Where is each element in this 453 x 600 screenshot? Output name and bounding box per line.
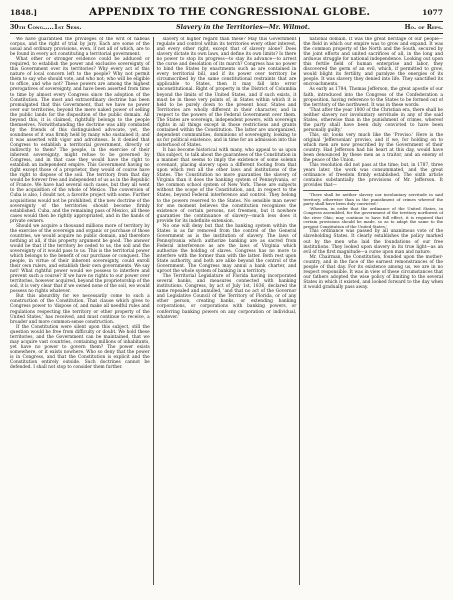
quotation: 'That after the year 1800 of the Christian era, there shall be neither slavery nor involuntary servitude in any of the said States, otherwise than in the punishment of crimes, whereof the party shall have been duly convicted to have been personally guilty.'	[303, 107, 443, 133]
footnote-rule	[303, 190, 359, 191]
paragraph: slavery of higher regard than these? May this Government regulate and control within its territories every other interest, and every other right, except that of slavery alone? Does slavery dictate its own laws, and define its own limits? Is there no power to stop its progress—to stay its advance—to arrest the curse and desolation of its march? Congress has no power to bind the States by enactments such as are contained in every territorial bill, and if its power over territory be circumscribed by the same constitutional restraints that are applicable to States, then it may fall into error unconstitutional. Right of property in the District of Columbia beyond the limits of the United States, and if such exists, it must be in these very points of, in States within which it is held to be purely down to the present hour. States and Territories are wholly different in their character, and in respect to the powers of the Federal Government over them. The States are sovereign, independent powers, with sovereign rights in all things except in those restrictions and grants contained within the Constitution. The latter are unorganized, dependent communities, dominions of sovereignty, looking to us for political existence, and in time for an admission into this sisterhood of States.	[156, 37, 297, 148]
paragraph: But this absurdity for we necessarily come to such a construction of the Constitution. That clause which gives to Congress power to 'dispose of, and make all needful rules and regulations respecting the territory or other property of the United States,' has received, and must continue to receive, a broader and more common-sense construction.	[10, 294, 150, 325]
text-columns	[10, 37, 443, 585]
house-label: Ho. of Reps.	[404, 24, 443, 31]
paragraph: Should we acquire a thousand millions more of territory by the exercise of the sovereign and organic or purchase of those countries, we would acquire no public domain, and therefore nothing at all, if this property argument be good. The answer would be that if the territory be ceded to us, the soil and the sovereignty of it would pass to us. This is the territorial power which belongs to the benefit of our purchase or conquest. The people, in virtue of their inherent sovereignty, could enroll their own rulers, and establish their own governments. We say not! What rightful power would we possess to interfere and prevent such a course? If we have no rights to our power over territories, however acquired, beyond the proprietorship of the soil, it is very clear that if we owned none of the soil, we would possess no rights whatever.	[10, 223, 150, 295]
paragraph: national domain. It was the great heritage of our people—the field in which our empire was to grow and expand. It was the common property of the North and the South, secured by the joint efforts and united sacrifices of all, in the long and arduous struggle for national independence. Looking out upon this fertile field of human enterprise and labor, they discovered the germ of an evil, which, if permitted to grow, would blight its fertility, and paralyze the energies of its people. It was slavery they denied into life. They sanctified its encroachments.	[303, 37, 443, 88]
speech-topic: Slavery in the Territories—Mr. Wilmot.	[176, 24, 310, 31]
paragraph: What other or stronger evidence could be adduced or required, to establish the power and exclusive sovereignty of this Government over its territories? Why every act of this nature of local concern left to the people? Why not permit them to say who should vote, and who not; who will be eligible to office, and who not? These powers are among the highest prerogatives of sovereignty, and have been asserted from time to time by almost every Congress since the adoption of the Constitution. The most and extraordinary doctrine has been promulgated that this Government, that we have no power over our territories, beyond the mere naked power of selling the public lands for the disposition of the public domain. All beyond this, it is claimed, rightfully belongs to the people themselves. Notwithstanding the doctrine was ably combated by the friends of this distinguished advocate, yet, the soundness of it was firmly held by many who sustained it; and it was asserted with vigor and adroitness. Is it denied that Congress to establish a territorial government, directly or indirectly to them? The people, in the exercise of their inherent sovereignty, might refuse to be governed by Congress, and in that case they would have the right to establish an independent empire. This Government having no right except those of a proprietor, they would of course have the right to dispose of the soil. The territory from that day would be forever free and independent of us as in the Republic of France. We have had several such cases, but they all went to the acquisition of the whole of Mexico. The conversion of Cuba is also, I doubt not, a favorite project with some. Further acquisitions would not be prohibited, if the new doctrine of the sovereignty of the territories should become firmly established. Cuba, and the remaining pass of Mexico, all these cases would then be rightly appropriated, and in the hands of private owners.	[10, 57, 150, 224]
paragraph: Mr. Chairman, the Constitution, founded upon the mother-country, and in the face of the earnest remonstrances of the people of that day. For its existence among us, we are in no respect responsible. It was in view of these circumstances that our fathers adopted the wise policy of limiting to the several States in which it existed, and looked forward to the day when it would gradually pass away.	[303, 254, 443, 290]
subheader	[10, 24, 443, 34]
page-number: 1077	[422, 8, 443, 17]
paragraph: This resolution did not pass at the time; but, in 1787, three years later, the work was consummated, and the great ordinance of freedom firmly established. The sixth article contains substantially the provisions of Mr. Jefferson. It provides that—	[303, 163, 443, 189]
paragraph: This, sir, looks very much like the 'Proviso.' Here is the original 'Jeffersonian' proviso, and if we, for holding on to which men are now prescribed by the Government of their country. Had Jefferson had his heart at this day, would have been denounced by these men as a traitor, and an enemy of the peace of the Union.	[303, 132, 443, 164]
paragraph: No one will deny but that the banking system within the States is as far removed from the control of the General Government as is the institution of slavery. The laws of Pennsylvania which authorize banking are as sacred from Federal interference as are the laws of Virginia which authorize the holding of slaves. Congress has no more to interfere with the former than with the latter. Both rest upon State authority, and both are alike beyond the control of the Government. The Congress may annul a bank charter, and uproot the whole system of banking in a territory.	[156, 223, 297, 275]
page-title: APPENDIX TO THE CONGRESSIONAL GLOBE.	[89, 6, 371, 18]
column-3	[303, 37, 443, 585]
footnote: 'Wherein, in order that the ordinance of the United States, in Congress assembled, for the government of the territory northwest of the river Ohio, may continue to have full effect, it is required that certain provisions should be made, so as to adapt the same to the present Constitution of the United States.'	[303, 205, 443, 229]
paragraph: It has become historical with many, who appeal to us upon this subject, to talk about the guarantees of the Constitution in a manner that seems to imply the existence of some solemn covenant, placing slavery upon a different footing from that upon which rest all the other laws and institutions of the States. The Constitution no more guaranties the slavery of Virginia than it does the banking system of Pennsylvania, or the common school system of New York. These are subjects without the scope of the Constitution, and, in respect to the States, beyond Federal interference and control. They belong to the powers reserved to the States. No sensible man never for one moment believes the constitution recognizes the existence of certain persons, not freemen, but it nowhere guaranties the continuance of slavery—much less does it provide for its indefinite extension.	[156, 148, 297, 224]
paragraph: The Territorial Legislature of Florida having incorporated several banks, and measures connected with banking institutions. Congress, by act of July 1st, 1836, declared the same repealed and annulled, 'and that no act of the Governor and Legislative Council of the Territory of Florida, or of any other person, creating banks, or extending banking corporations, or corporations with banking powers, or conferring banking powers on any corporation or individual, whatever.'	[156, 274, 297, 320]
footnote: 'There shall be neither slavery nor involuntary servitude in said territory, otherwise than in the punishment of crimes whereof the party shall have been duly convicted.'	[303, 192, 443, 207]
congress-session: 30th Cong.....1st Sess.	[10, 24, 82, 31]
paragraph: As early as 1784, Thomas Jefferson, the great apostle of our faith, introduced into the Congress of the Confederation a proposition, having reference to the States to be formed out of the territory of the northwest. It was in these words:	[303, 87, 443, 108]
paragraph: If the Constitution were silent upon this subject, still the question would be free from difficulty or doubt. We hold these territories, and the Government can be maintained, that we may acquire vast countries, containing millions of inhabitants, yet have no power to govern them? The power exists somewhere, or it exists nowhere. Who so deny that the power is in Congress, and that the Constitution is explicit and the Constitution entirely outside. Such doctrines cannot be defended. I shall not stop to consider them further.	[10, 324, 150, 371]
header-year: 1848.]	[10, 8, 38, 17]
header-rule	[10, 21, 443, 22]
column-2	[157, 37, 297, 585]
paragraph: We have guarantied the privileges of the writ of habeas corpus, and the right of trial by jury. Each are some of the usual and ordinary provisions, even, if not all of which, are to be found in every act constituting a territorial government.	[10, 37, 150, 58]
running-header	[10, 0, 443, 18]
paragraph: This ordinance was passed by all unanimous vote of the slaveholding States. It clearly establishes the policy marked out by the men who laid the foundations of our free institutions. They looked upon slavery in its true light—as an evil of the first magnitude—a curse upon man and nature.	[303, 229, 443, 255]
column-1	[10, 37, 150, 585]
